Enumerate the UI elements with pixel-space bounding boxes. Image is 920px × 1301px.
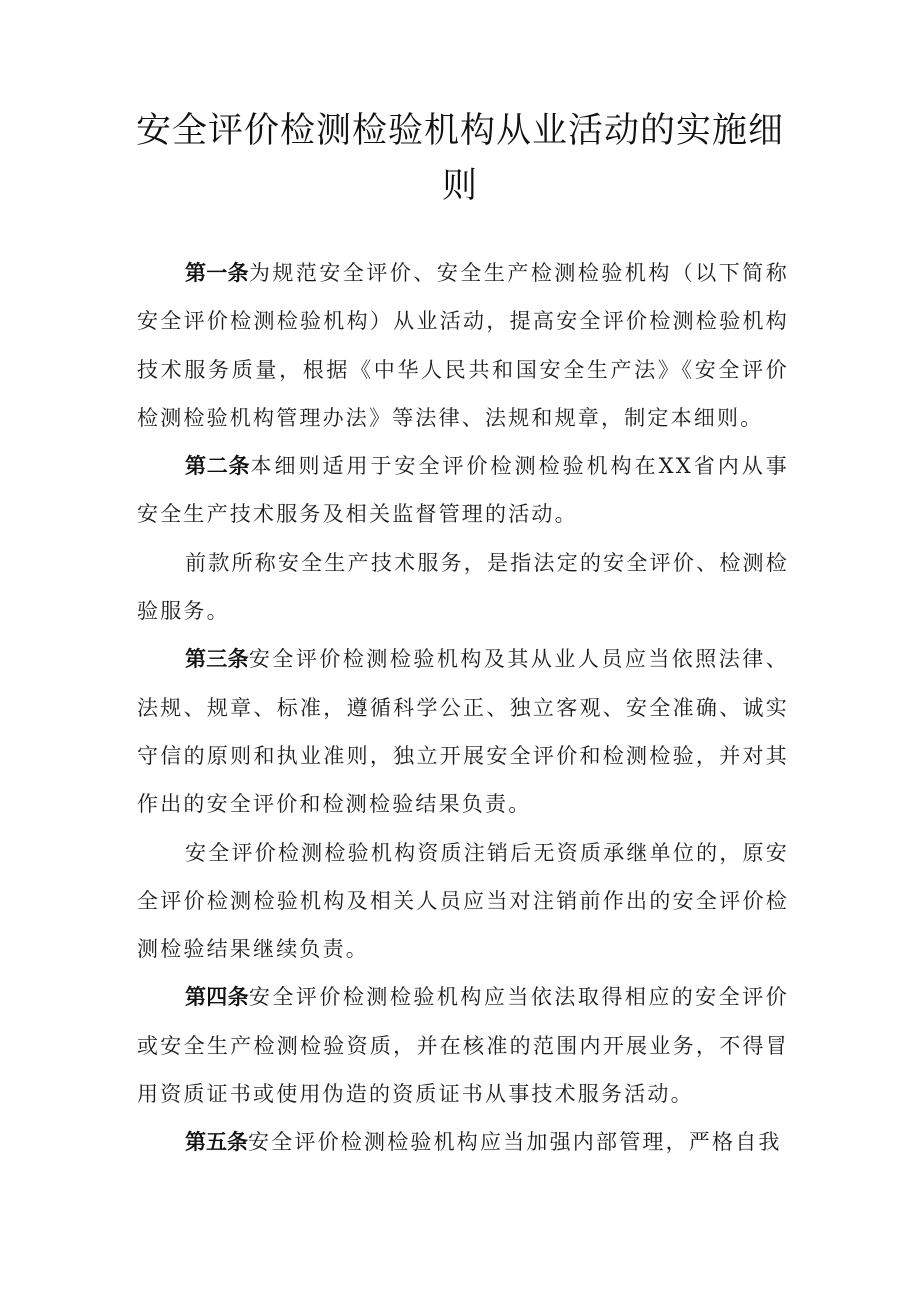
article-label: 第二条	[185, 453, 251, 479]
article-label: 第四条	[185, 984, 249, 1010]
paragraph-article-4	[137, 973, 789, 1118]
paragraph-text: 安全评价检测检验机构应当依法取得相应的安全评价或安全生产检测检验资质，并在核准的范围内开展业务，不得冒用资质证书或使用伪造的资质证书从事技术服务活动。	[137, 985, 789, 1107]
document-title: 安全评价检测检验机构从业活动的实施细则	[135, 111, 784, 206]
article-label: 第五条	[185, 1129, 248, 1155]
paragraph-text: 本细则适用于安全评价检测检验机构在XX省内从事安全生产技术服务及相关监督管理的活动。	[137, 454, 789, 527]
article-label: 第三条	[185, 646, 249, 672]
paragraph-article-3-clause	[137, 829, 789, 974]
paragraph-article-3	[137, 635, 789, 828]
paragraph-text: 安全评价检测检验机构资质注销后无资质承继单位的，原安全评价检测检验机构及相关人员应当对注销前作出的安全评价检测检验结果继续负责。	[137, 840, 789, 962]
paragraph-text: 安全评价检测检验机构及其从业人员应当依照法律、法规、规章、标准，遵循科学公正、独立客观、安全准确、诚实守信的原则和执业准则，独立开展安全评价和检测检验，并对其作出的安全评价和检测检验结果负责。	[137, 647, 789, 817]
article-label: 第一条	[185, 260, 249, 285]
paragraph-article-5	[137, 1118, 789, 1166]
paragraph-text: 安全评价检测检验机构应当加强内部管理，严格自我	[248, 1130, 782, 1155]
paragraph-article-2	[137, 442, 789, 539]
paragraph-text: 为规范安全评价、安全生产检测检验机构（以下简称安全评价检测检验机构）从业活动，提高安全评价检测检验机构技术服务质量，根据《中华人民共和国安全生产法》《安全评价检测检验机构管理办法》等法律、法规和规章，制定本细则。	[137, 261, 789, 430]
document-body	[137, 249, 789, 1167]
paragraph-article-2-clause	[137, 539, 789, 636]
paragraph-article-1	[137, 249, 789, 442]
paragraph-text: 前款所称安全生产技术服务，是指法定的安全评价、检测检验服务。	[137, 550, 789, 624]
